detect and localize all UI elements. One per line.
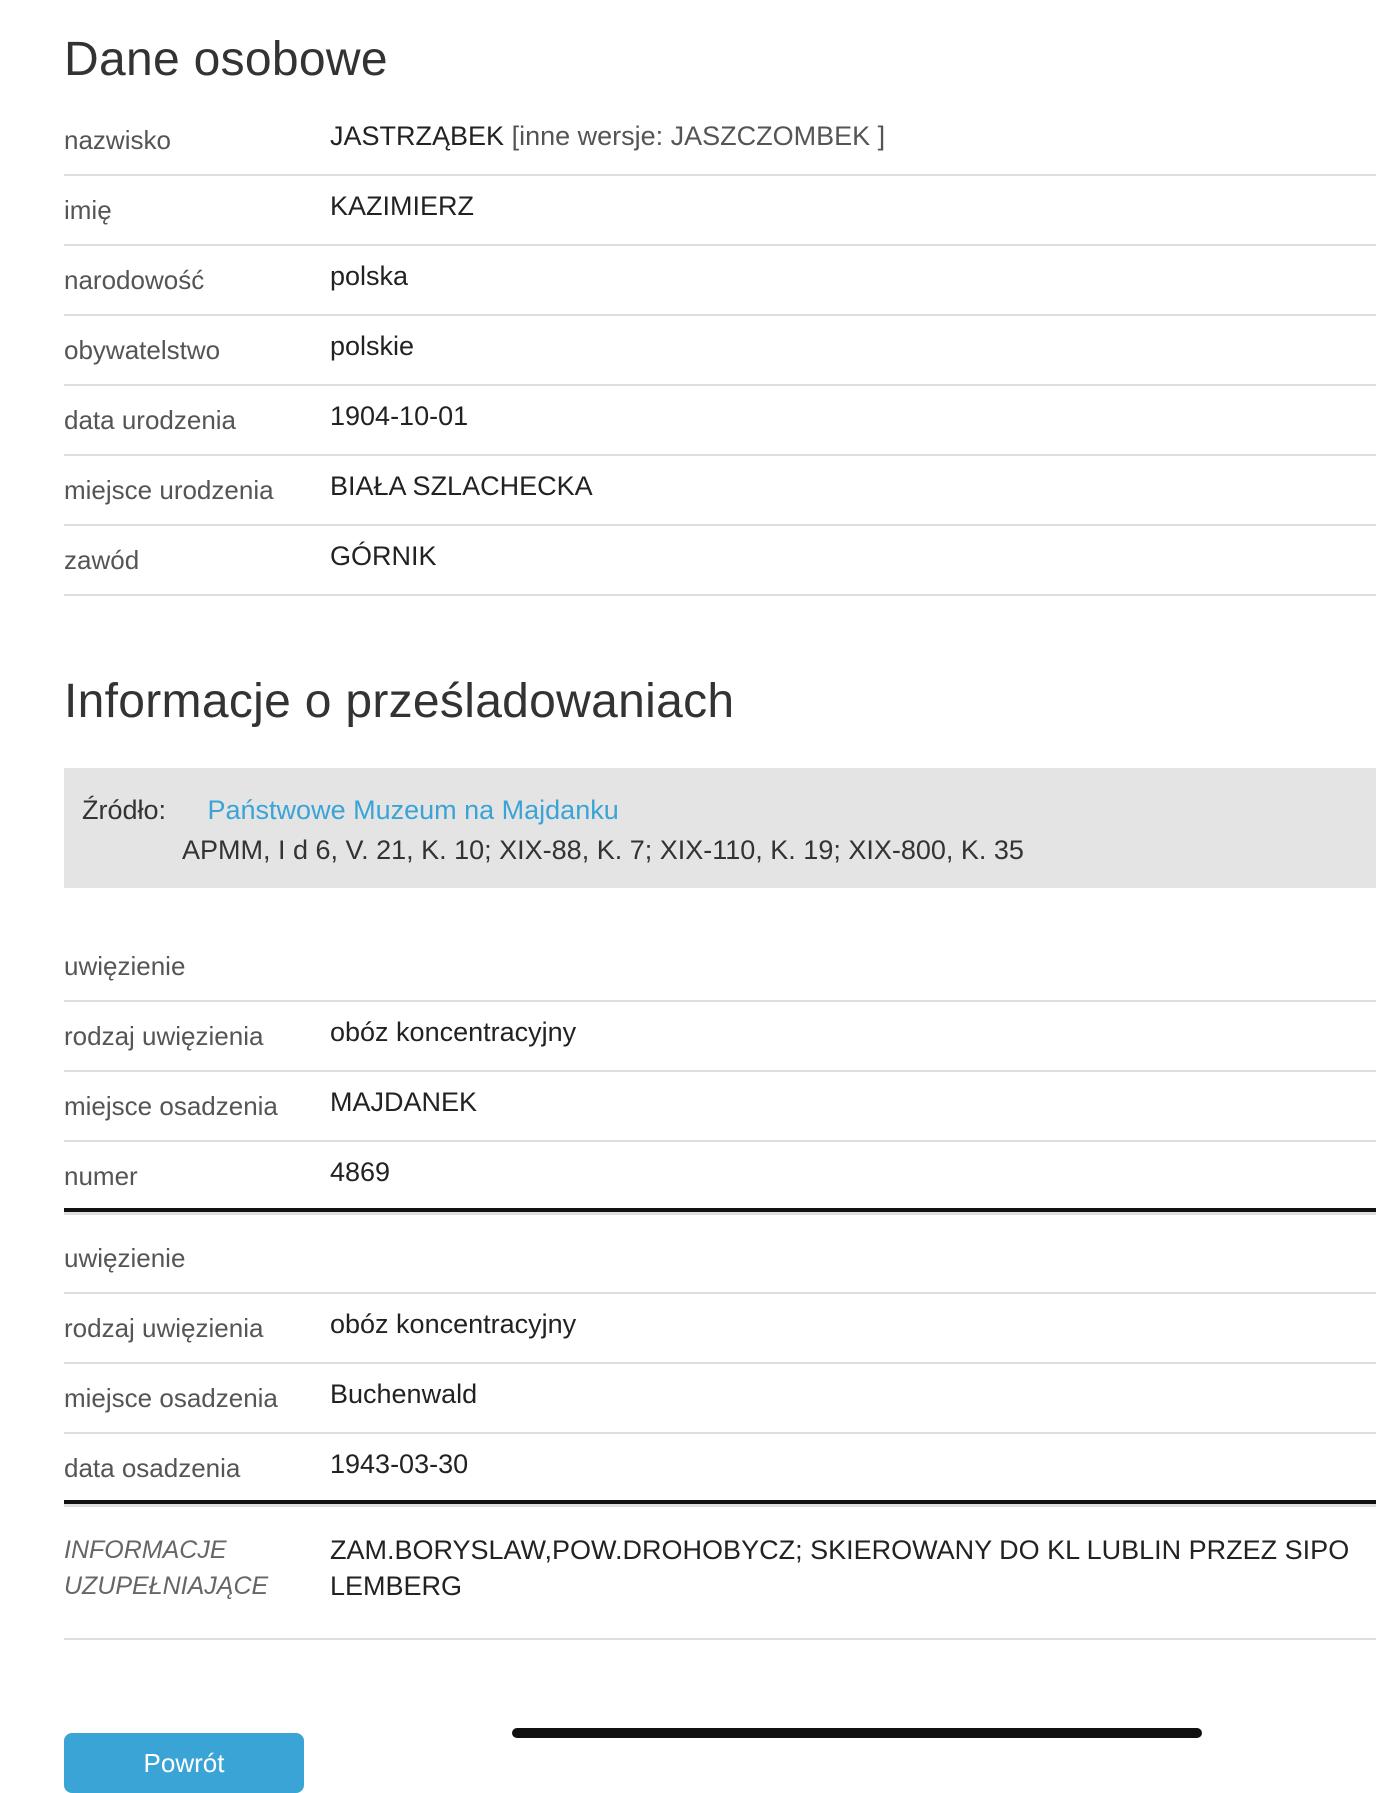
row-label: zawód — [64, 545, 140, 575]
row-label: imię — [64, 195, 112, 225]
back-button[interactable]: Powrót — [64, 1733, 304, 1793]
source-link[interactable]: Państwowe Muzeum na Majdanku — [207, 795, 619, 825]
row-label: data urodzenia — [64, 405, 237, 435]
row-value: KAZIMIERZ — [330, 191, 475, 221]
row-value: obóz koncentracyjny — [330, 1309, 577, 1339]
imprisonment-heading — [64, 932, 1376, 1002]
imprisonment-heading — [64, 1224, 1376, 1294]
row-value: 1943-03-30 — [330, 1449, 469, 1479]
row-value: GÓRNIK — [330, 541, 437, 571]
row-label: numer — [64, 1161, 138, 1191]
row-label: miejsce osadzenia — [64, 1091, 278, 1121]
source-reference: APMM, I d 6, V. 21, K. 10; XIX-88, K. 7; XIX-110, K. 19; XIX-800, K. 35 — [182, 835, 1024, 865]
row-imprisonment-type — [64, 1002, 1376, 1072]
row-nationality — [64, 246, 1376, 316]
surname-value: JASTRZĄBEK — [330, 121, 505, 151]
row-birth-place — [64, 456, 1376, 526]
row-value: 1904-10-01 — [330, 401, 469, 431]
source-label: Źródło: — [82, 795, 167, 825]
row-imprisonment-place — [64, 1364, 1376, 1434]
row-label: data osadzenia — [64, 1453, 241, 1483]
row-prisoner-number — [64, 1142, 1376, 1212]
row-value — [330, 118, 1376, 152]
imprisonment-label: uwięzienie — [64, 1243, 186, 1273]
row-value: BIAŁA SZLACHECKA — [330, 471, 593, 501]
row-label: rodzaj uwięzienia — [64, 1021, 264, 1051]
row-citizenship — [64, 316, 1376, 386]
row-value: MAJDANEK — [330, 1087, 478, 1117]
row-value: Buchenwald — [330, 1379, 478, 1409]
row-first-name — [64, 176, 1376, 246]
row-label: rodzaj uwięzienia — [64, 1313, 264, 1343]
alternate-versions: [inne wersje: JASZCZOMBEK ] — [511, 121, 886, 151]
row-label: obywatelstwo — [64, 335, 221, 365]
source-line — [82, 790, 1358, 830]
persecution-title: Informacje o prześladowaniach — [64, 675, 735, 728]
source-box — [64, 768, 1376, 888]
row-additional-info — [64, 1516, 1376, 1640]
additional-info-label: INFORMACJE UZUPEŁNIAJĄCE — [64, 1536, 269, 1600]
row-label: miejsce osadzenia — [64, 1383, 278, 1413]
record-content — [64, 0, 1376, 1640]
additional-info-value: ZAM.BORYSLAW,POW.DROHOBYCZ; SKIEROWANY DO KL LUBLIN PRZEZ SIPO LEMBERG — [330, 1535, 1350, 1601]
row-imprisonment-place — [64, 1072, 1376, 1142]
row-occupation — [64, 526, 1376, 596]
row-value: 4869 — [330, 1157, 391, 1187]
personal-data-title: Dane osobowe — [64, 33, 388, 86]
row-surname — [64, 118, 1376, 176]
imprisonment-label: uwięzienie — [64, 951, 186, 981]
row-label: miejsce urodzenia — [64, 475, 274, 505]
home-indicator — [512, 1728, 1202, 1738]
row-value: polskie — [330, 331, 415, 361]
row-imprisonment-type — [64, 1294, 1376, 1364]
row-value: obóz koncentracyjny — [330, 1017, 577, 1047]
row-birth-date — [64, 386, 1376, 456]
row-imprisonment-date — [64, 1434, 1376, 1504]
row-label: narodowość — [64, 265, 205, 295]
row-label: nazwisko — [64, 125, 171, 155]
row-value: polska — [330, 261, 409, 291]
